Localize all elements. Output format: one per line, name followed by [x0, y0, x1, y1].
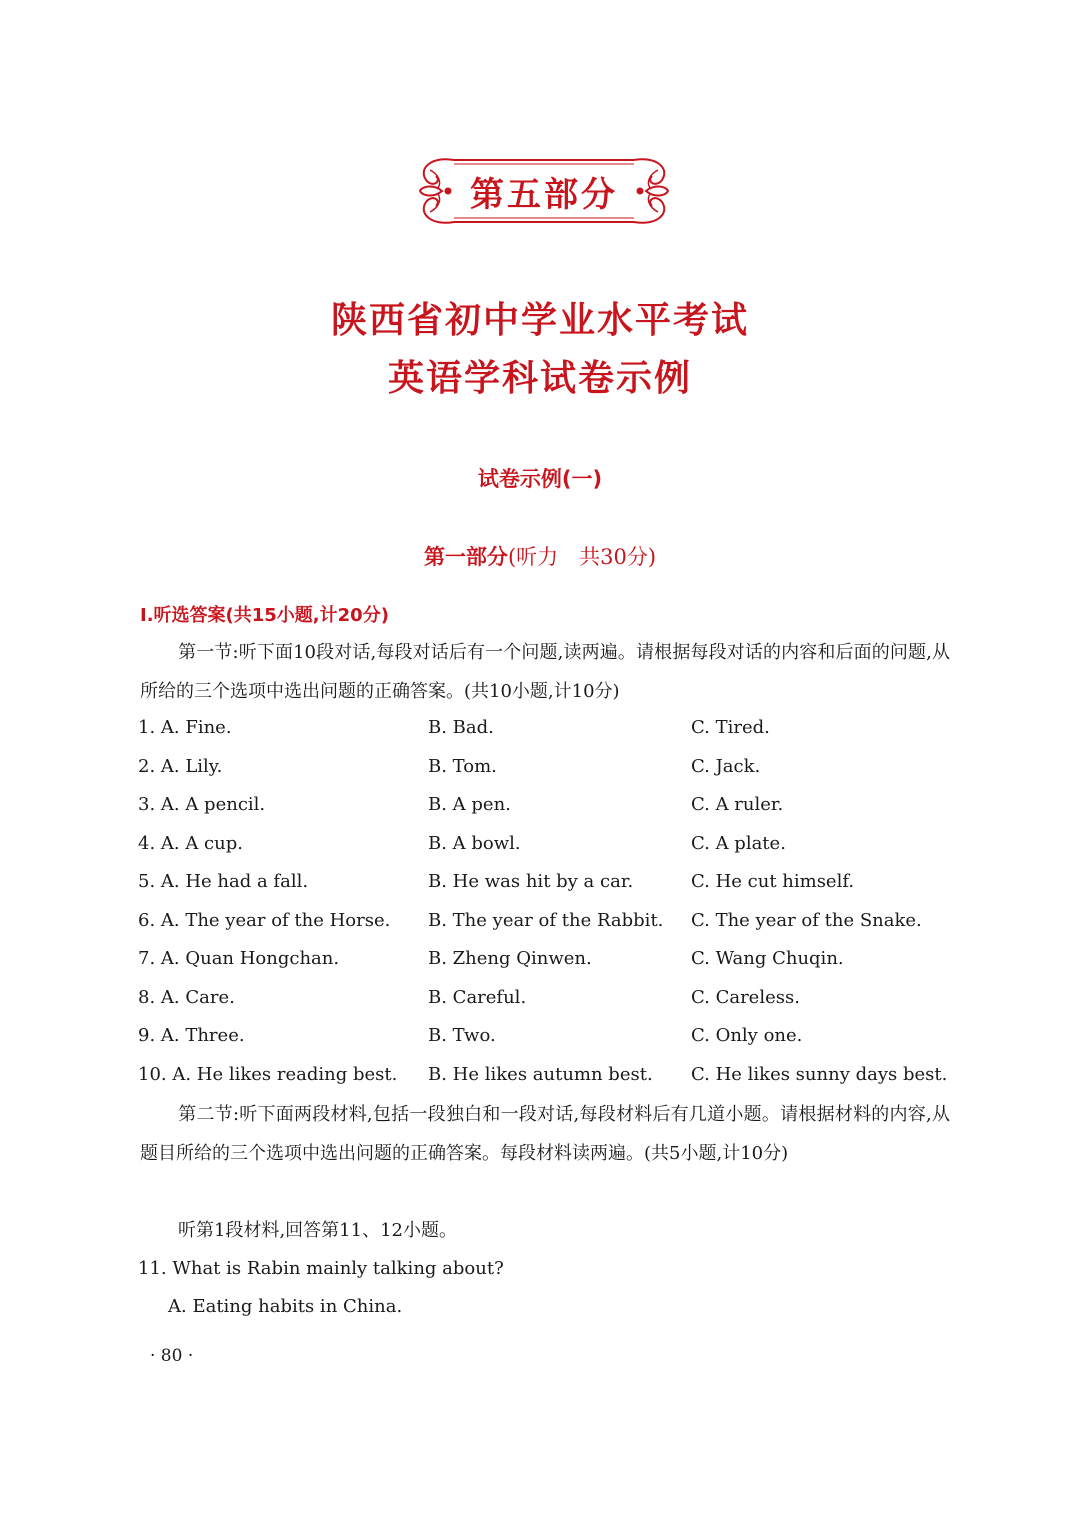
- question-11-stem: 11. What is Rabin mainly talking about?: [138, 1258, 504, 1279]
- option-c: C. He cut himself.: [691, 871, 855, 892]
- option-a: 2. A. Lily.: [138, 756, 223, 777]
- option-c: C. He likes sunny days best.: [691, 1064, 948, 1085]
- option-b: B. A pen.: [428, 794, 511, 815]
- question-row: [138, 987, 958, 1025]
- question-row: [138, 717, 958, 755]
- exam-sample-subtitle: 试卷示例(一): [477, 467, 603, 491]
- question-row: [138, 910, 958, 948]
- option-b: B. Zheng Qinwen.: [428, 948, 592, 969]
- question-row: [138, 794, 958, 832]
- option-c: C. Jack.: [691, 756, 761, 777]
- option-c: C. Careless.: [691, 987, 800, 1008]
- option-a: 8. A. Care.: [138, 987, 235, 1008]
- banner-title: 第五部分: [470, 174, 618, 215]
- part-detail: (听力 共30分): [507, 545, 657, 569]
- section-banner: [412, 152, 676, 230]
- question-row: [138, 871, 958, 909]
- page-number: · 80 ·: [150, 1346, 194, 1366]
- section-heading: Ⅰ.听选答案(共15小题,计20分): [140, 605, 389, 626]
- option-b: B. Bad.: [428, 717, 494, 738]
- part-heading: [0, 541, 1080, 571]
- option-a: 10. A. He likes reading best.: [138, 1064, 398, 1085]
- question-row: [138, 756, 958, 794]
- question-row: [138, 1025, 958, 1063]
- option-c: C. Only one.: [691, 1025, 803, 1046]
- option-c: C. A plate.: [691, 833, 786, 854]
- option-b: B. He likes autumn best.: [428, 1064, 653, 1085]
- option-b: B. Two.: [428, 1025, 496, 1046]
- option-a: 7. A. Quan Hongchan.: [138, 948, 340, 969]
- question-11-option-a: A. Eating habits in China.: [168, 1296, 403, 1317]
- option-b: B. He was hit by a car.: [428, 871, 634, 892]
- option-a: 9. A. Three.: [138, 1025, 245, 1046]
- option-b: B. A bowl.: [428, 833, 521, 854]
- option-c: C. Wang Chuqin.: [691, 948, 844, 969]
- option-a: 4. A. A cup.: [138, 833, 243, 854]
- instructions-part-1-text: 第一节:听下面10段对话,每段对话后有一个问题,读两遍。请根据每段对话的内容和后面的问题,从所给的三个选项中选出问题的正确答案。(共10小题,计10分): [140, 642, 950, 702]
- option-a: 5. A. He had a fall.: [138, 871, 309, 892]
- material-1-instruction: 听第1段材料,回答第11、12小题。: [178, 1220, 457, 1241]
- instructions-part-1: [140, 634, 950, 711]
- option-a: 1. A. Fine.: [138, 717, 232, 738]
- option-c: C. The year of the Snake.: [691, 910, 922, 931]
- option-c: C. A ruler.: [691, 794, 784, 815]
- option-b: B. Careful.: [428, 987, 527, 1008]
- main-title-line-1: 陕西省初中学业水平考试: [330, 300, 749, 341]
- option-a: 6. A. The year of the Horse.: [138, 910, 391, 931]
- option-b: B. Tom.: [428, 756, 497, 777]
- question-row: [138, 833, 958, 871]
- instructions-part-2: [140, 1096, 950, 1173]
- option-b: B. The year of the Rabbit.: [428, 910, 664, 931]
- instructions-part-2-text: 第二节:听下面两段材料,包括一段独白和一段对话,每段材料后有几道小题。请根据材料的内容,从题目所给的三个选项中选出问题的正确答案。每段材料读两遍。(共5小题,计10分): [140, 1104, 950, 1164]
- option-a: 3. A. A pencil.: [138, 794, 266, 815]
- option-c: C. Tired.: [691, 717, 770, 738]
- main-title-line-2: 英语学科试卷示例: [387, 358, 692, 399]
- question-row: [138, 948, 958, 986]
- part-label: 第一部分: [423, 545, 508, 569]
